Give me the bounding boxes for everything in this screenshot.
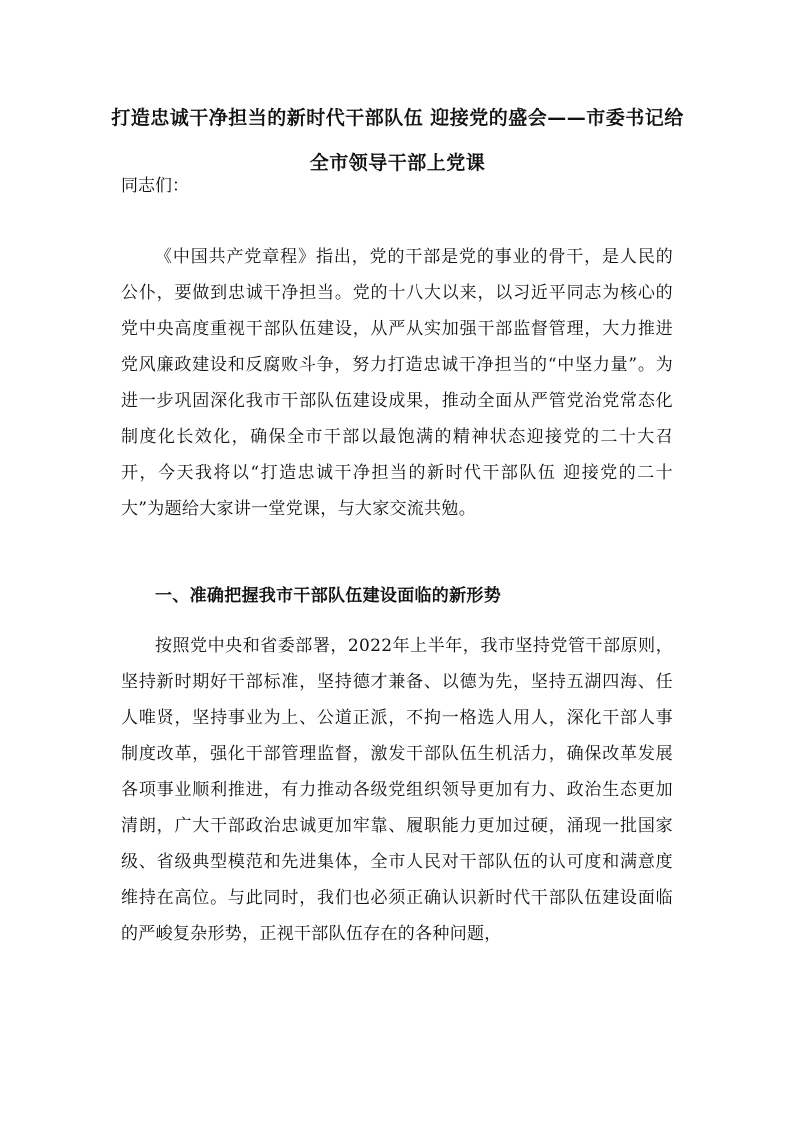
- document-title: 打造忠诚干净担当的新时代干部队伍 迎接党的盛会——市委书记给全市领导干部上党课: [111, 107, 684, 174]
- paragraph-section-1: 按照党中央和省委部署，2022年上半年，我市坚持党管干部原则，坚持新时期好干部标准，坚持德才兼备、以德为先，坚持五湖四海、任人唯贤，坚持事业为上、公道正派，不拘一格选人用人，深化干部人事制度改革，强化干部管理监督，激发干部队伍生机活力，确保改革发展各项事业顺利推进，有力推动各级党组织领导更加有力、政治生态更加清朗，广大干部政治忠诚更加牢靠、履职能力更加过硬，涌现一批国家级、省级典型模范和先进集体，全市人民对干部队伍的认可度和满意度维持在高位。与此同时，我们也必须正确认识新时代干部队伍建设面临的严峻复杂形势，正视干部队伍存在的各种问题，: [121, 636, 673, 944]
- salutation: 同志们：: [121, 176, 189, 196]
- paragraph-intro: 《中国共产党章程》指出，党的干部是党的事业的骨干，是人民的公仆，要做到忠诚干净担当。党的十八大以来，以习近平同志为核心的党中央高度重视干部队伍建设，从严从实加强干部监督管理，大力推进党风廉政建设和反腐败斗争，努力打造忠诚干净担当的“中坚力量”。为进一步巩固深化我市干部队伍建设成果，推动全面从严管党治党常态化制度化长效化，确保全市干部以最饱满的精神状态迎接党的二十大召开，今天我将以“打造忠诚干净担当的新时代干部队伍 迎接党的二十大”为题给大家讲一堂党课，与大家交流共勉。: [121, 247, 673, 519]
- section-heading-1: 一、准确把握我市干部队伍建设面临的新形势: [155, 586, 501, 606]
